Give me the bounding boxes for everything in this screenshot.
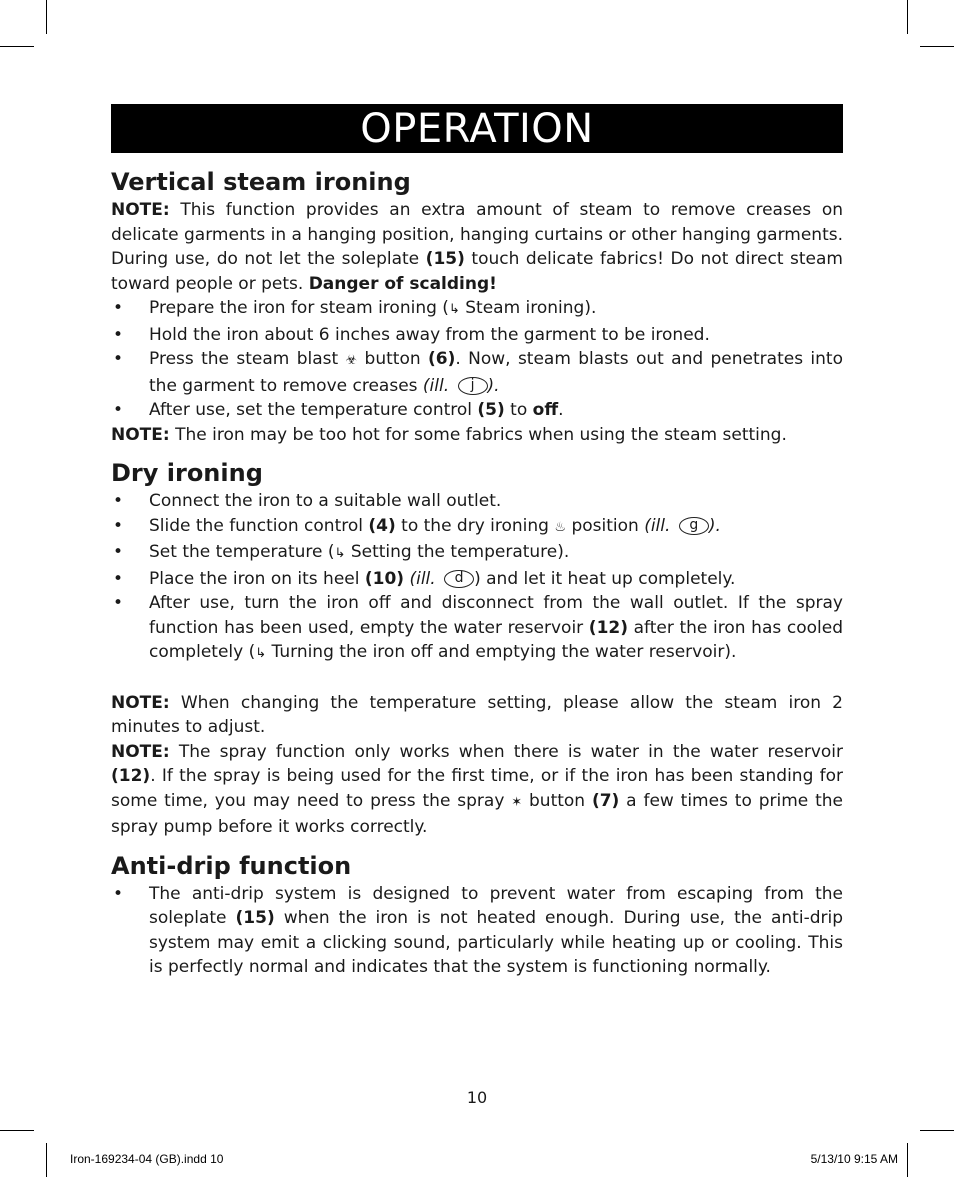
- crop-mark: [0, 1130, 34, 1131]
- list-item: • After use, set the temperature control (5) to off.: [111, 398, 843, 423]
- list-item: • Slide the function control (4) to the dry ironing ♨ position (ill. g ).: [111, 514, 843, 541]
- list-item: • Connect the iron to a suitable wall outlet.: [111, 489, 843, 514]
- section-heading-vertical-steam: Vertical steam ironing: [111, 168, 411, 196]
- list-item: • After use, turn the iron off and disconnect from the wall outlet. If the spray function has been used, empty the water reservoir (12) after the iron has cooled completely (↳ Turning the iron off and emptying the water reservoir).: [111, 591, 843, 667]
- list-item: • Place the iron on its heel (10) (ill. d ) and let it heat up completely.: [111, 567, 843, 592]
- crop-mark: [920, 46, 954, 47]
- crop-mark: [46, 0, 47, 34]
- illustration-ref: d: [444, 570, 474, 588]
- dry-note-2: NOTE: The spray function only works when there is water in the water reservoir (12). If the spray is being used for the first time, or if the iron has been standing for some time, you may need to press the spray ✶ button (7) a few times to prime the spray pump before it works correctly.: [111, 741, 843, 837]
- vertical-note-2: NOTE: The iron may be too hot for some fabrics when using the steam setting.: [111, 424, 787, 445]
- page-content: [111, 166, 843, 980]
- dry-steps: [111, 489, 843, 667]
- arrow-right-icon: ↳: [448, 302, 460, 317]
- list-item: • Prepare the iron for steam ironing (↳ Steam ironing).: [111, 296, 843, 323]
- illustration-ref: j: [458, 377, 488, 395]
- spray-icon: ✶: [511, 794, 523, 810]
- title-banner: [111, 104, 843, 153]
- vertical-steps: [111, 296, 843, 423]
- list-item: • Press the steam blast ☣ button (6). Now, steam blasts out and penetrates into the garment to remove creases (ill. j ).: [111, 347, 843, 398]
- crop-mark: [0, 46, 34, 47]
- illustration-ref: g: [679, 517, 709, 535]
- crop-mark: [907, 0, 908, 34]
- antidrip-steps: [111, 882, 843, 980]
- arrow-right-icon: ↳: [255, 646, 267, 661]
- crop-mark: [920, 1130, 954, 1131]
- list-item: • Set the temperature (↳ Setting the temperature).: [111, 540, 843, 567]
- file-slug: Iron-169234-04 (GB).indd 10: [70, 1152, 224, 1166]
- section-heading-anti-drip: Anti-drip function: [111, 851, 352, 880]
- dry-note-1: NOTE: When changing the temperature setting, please allow the steam iron 2 minutes to adjust.: [111, 692, 843, 737]
- section-heading-dry-ironing: Dry ironing: [111, 459, 263, 487]
- arrow-right-icon: ↳: [334, 546, 346, 561]
- dry-ironing-icon: ♨: [554, 519, 567, 535]
- page-title: OPERATION: [360, 105, 594, 152]
- spacer: [111, 667, 843, 691]
- page-number: 10: [466, 1088, 488, 1107]
- crop-mark: [46, 1143, 47, 1177]
- steam-blast-icon: ☣: [345, 353, 358, 368]
- list-item: • Hold the iron about 6 inches away from the garment to be ironed.: [111, 323, 843, 348]
- list-item: • The anti-drip system is designed to prevent water from escaping from the soleplate (15) when the iron is not heated enough. During use, the anti-drip system may emit a clicking sound, particularly while heating up or cooling. This is perfectly normal and indicates that the system is functioning normally.: [111, 882, 843, 980]
- crop-mark: [907, 1143, 908, 1177]
- vertical-note: NOTE: This function provides an extra amount of steam to remove creases on delicate garments in a hanging position, hanging curtains or other hanging garments. During use, do not let the soleplate (15) touch delicate fabrics! Do not direct steam toward people or pets. Danger of scalding!: [111, 200, 843, 294]
- date-slug: 5/13/10 9:15 AM: [810, 1152, 898, 1166]
